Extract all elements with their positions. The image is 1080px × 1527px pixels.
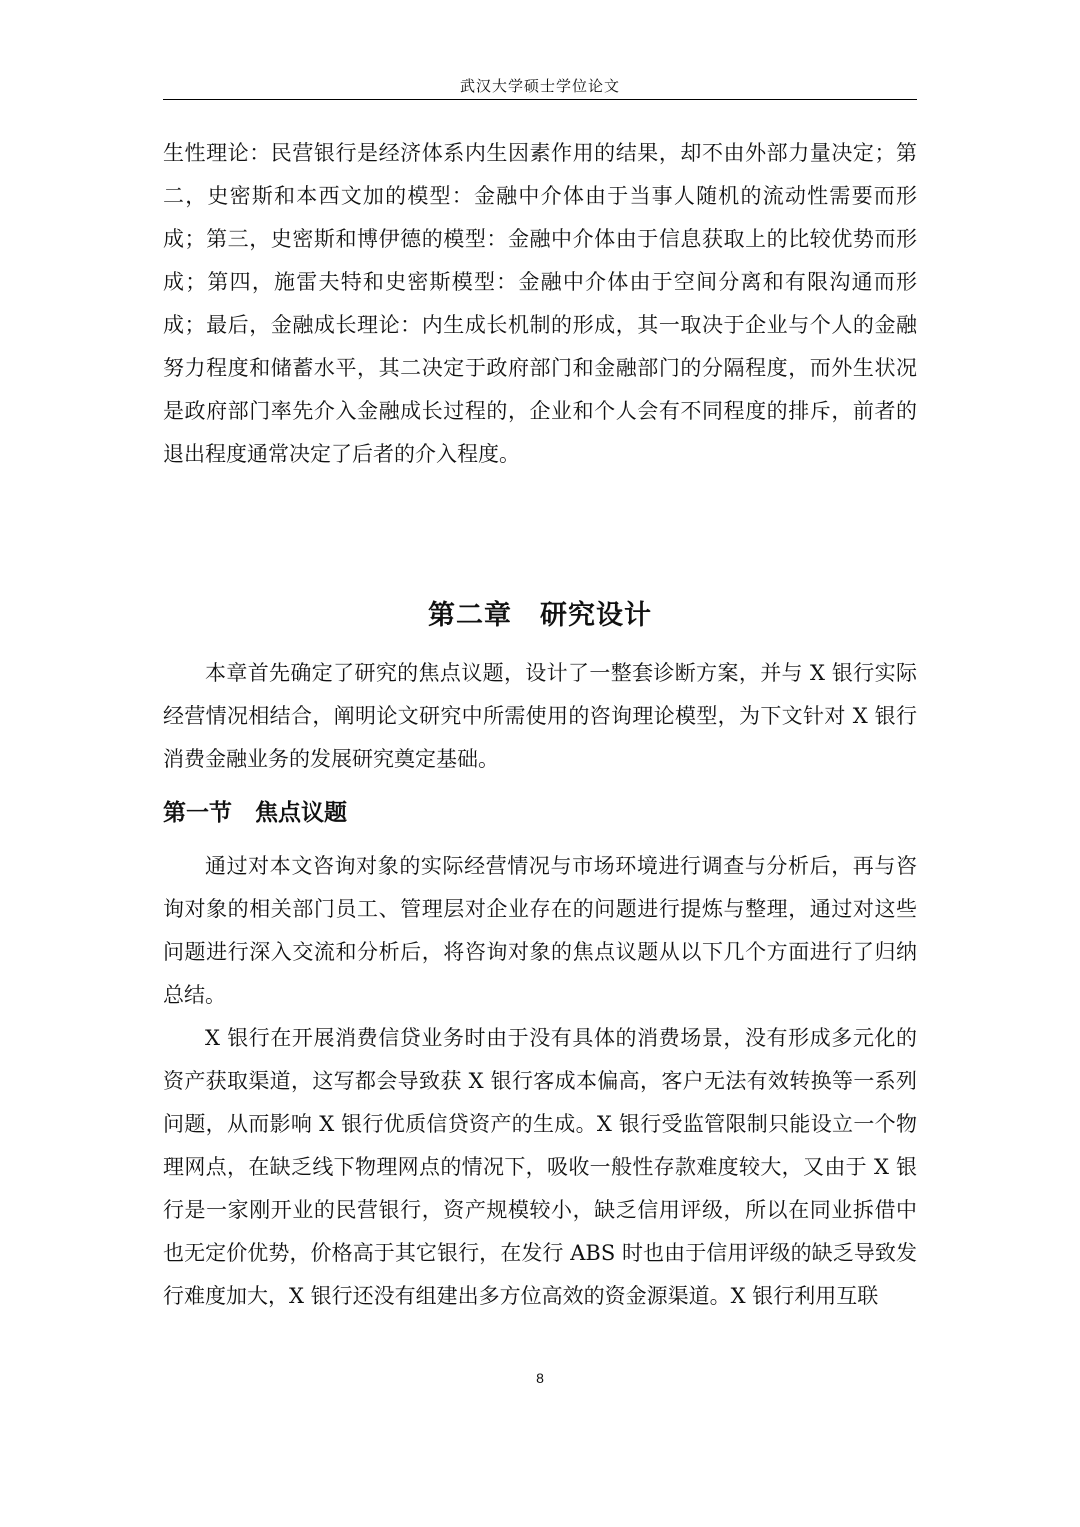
header-rule (163, 99, 917, 100)
spacer (163, 636, 917, 652)
spacer (163, 781, 917, 795)
running-header: 武汉大学硕士学位论文 (459, 77, 620, 95)
spacer (163, 476, 917, 596)
spacer (163, 831, 917, 845)
section-title: 第一节 焦点议题 (163, 800, 347, 826)
body-paragraph: 通过对本文咨询对象的实际经营情况与市场环境进行调查与分析后，再与咨询对象的相关部门员工、管理层对企业存在的问题进行提炼与整理，通过对这些问题进行深入交流和分析后，将咨询对象的焦点议题从以下几个方面进行了归纳总结。 (163, 854, 917, 1007)
body-paragraph: X 银行在开展消费信贷业务时由于没有具体的消费场景，没有形成多元化的资产获取渠道，这写都会导致获 X 银行客成本偏高，客户无法有效转换等一系列问题，从而影响 X 银行优质信贷资产的生成。X 银行受监管限制只能设立一个物理网点，在缺乏线下物理网点的情况下，吸收一般性存款难度较大，又由于 X 银行是一家刚开业的民营银行，资产规模较小，缺乏信用评级，所以在同业拆借中也无定价优势，价格高于其它银行，在发行 ABS 时也由于信用评级的缺乏导致发行难度加大，X 银行还没有组建出多方位高效的资金源渠道。X 银行利用互联 (163, 1026, 917, 1308)
page-number: 8 (536, 1370, 544, 1386)
chapter-title: 第二章 研究设计 (428, 600, 652, 631)
page-content (163, 132, 917, 1318)
chapter-intro-paragraph: 本章首先确定了研究的焦点议题，设计了一整套诊断方案，并与 X 银行实际经营情况相结合，阐明论文研究中所需使用的咨询理论模型，为下文针对 X 银行消费金融业务的发展研究奠定基础。 (163, 661, 917, 771)
body-paragraph: 生性理论：民营银行是经济体系内生因素作用的结果，却不由外部力量决定；第二，史密斯和本西文加的模型：金融中介体由于当事人随机的流动性需要而形成；第三，史密斯和博伊德的模型：金融中介体由于信息获取上的比较优势而形成；第四，施雷夫特和史密斯模型：金融中介体由于空间分离和有限沟通而形成；最后，金融成长理论：内生成长机制的形成，其一取决于企业与个人的金融努力程度和储蓄水平，其二决定于政府部门和金融部门的分隔程度，而外生状况是政府部门率先介入金融成长过程的，企业和个人会有不同程度的排斥，前者的退出程度通常决定了后者的介入程度。 (163, 141, 917, 466)
